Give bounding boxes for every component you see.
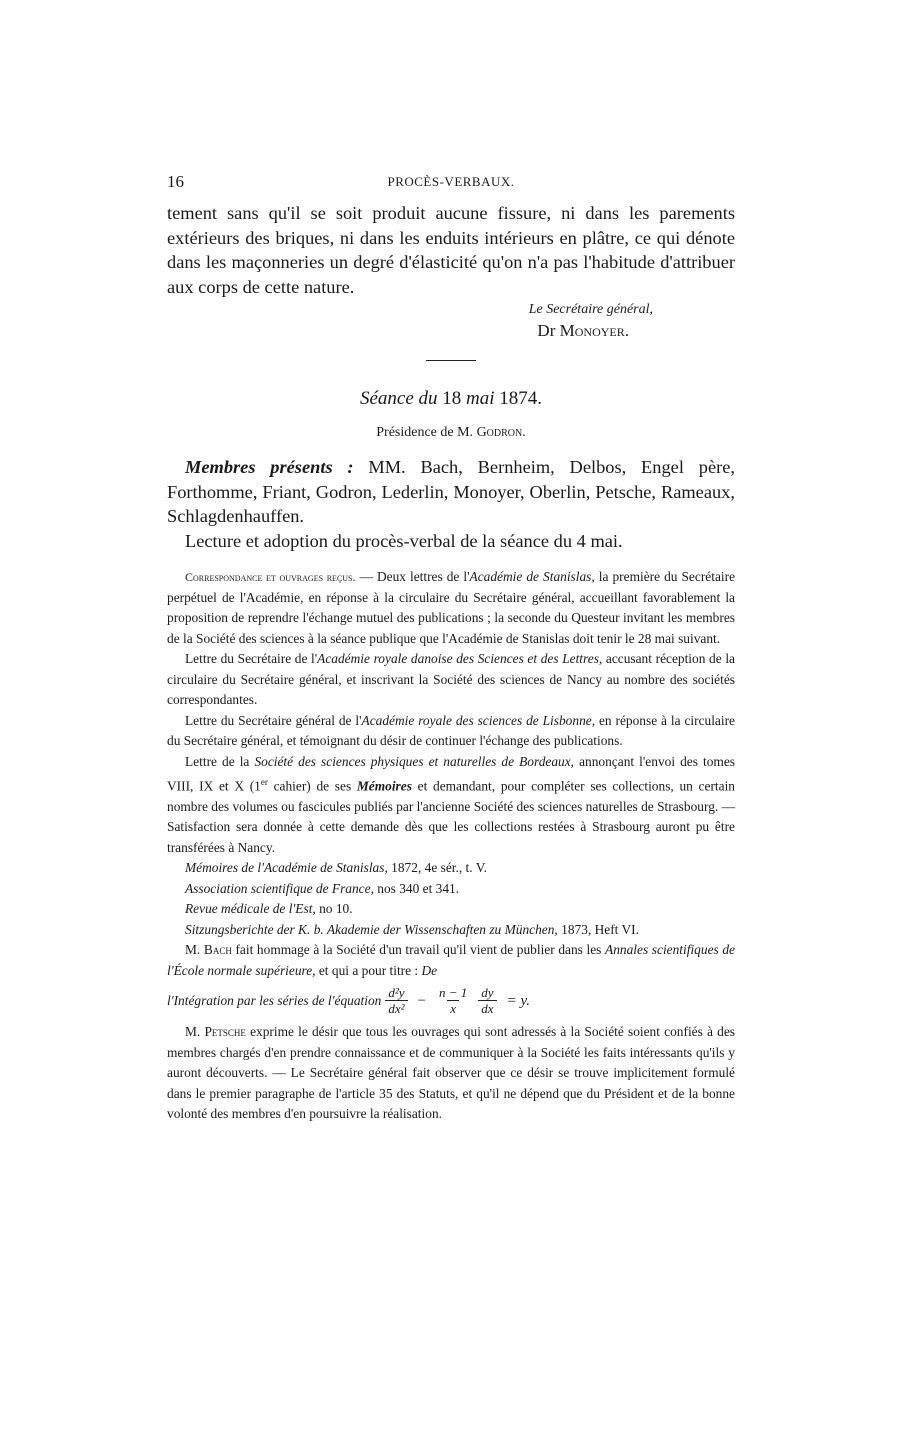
lettre-lisbonne — [167, 711, 735, 752]
bach-paragraph — [167, 940, 735, 981]
fraction-num: d²y — [388, 985, 405, 1001]
ouvrage-detail: 1872, 4e sér., t. V. — [387, 860, 488, 876]
lecture-adoption: Lecture et adoption du procès-verbal de la séance du 4 mai. — [185, 530, 623, 551]
petsche-name: M. Petsche — [185, 1024, 246, 1040]
seance-day: 18 — [442, 388, 462, 409]
fraction-n-1-x — [436, 985, 470, 1016]
fraction-dy-dx — [478, 985, 496, 1016]
bach-de: De — [421, 962, 438, 978]
seance-year: 1874. — [499, 388, 543, 409]
petsche-text: exprime le désir que tous les ouvrages qui sont adressés à la Société soient confiés à des membres chargés d'en prendre connaissance et de communiquer à la Société les faits intéressants qu'ils y auront découverts. — Le Secrétaire général fait observer que ce désir se trouve implicitement formulé dans le premier paragraphe de l'article 35 des Statuts, et qu'il ne dépend que du Président et de la bonne volonté des membres d'en poursuivre la réalisation. — [167, 1024, 735, 1122]
lettre-bordeaux-d: et demandant, pour compléter ses collections, un certain nombre des volumes ou fascicules publiés par l'ancienne Société des sciences naturelles de Strasbourg. — Satisfaction sera donnée à cette demande dès que les collections restées à Strasbourg auront pu être transférées à Nancy. — [167, 778, 735, 855]
lettre-lisbonne-a: Lettre du Secrétaire général de l' — [185, 712, 362, 728]
fraction-den: dx — [478, 1000, 496, 1016]
petsche-paragraph — [167, 1022, 735, 1125]
lettre-danoise-a: Lettre du Secrétaire de l' — [185, 651, 318, 666]
equation-line — [167, 985, 735, 1016]
membres-list: MM. Bach, Bernheim, Delbos, Engel père, Forthomme, Friant, Godron, Lederlin, Monoyer, Oberlin, Petsche, Rameaux, Schlagdenhauffen. — [167, 457, 735, 526]
bach-name: M. Bach — [185, 942, 232, 958]
ouvrage-item — [167, 879, 735, 900]
page-number: 16 — [167, 172, 184, 191]
correspondance-paragraph — [167, 567, 735, 649]
ouvrage-item — [167, 858, 735, 879]
presidence — [167, 423, 735, 443]
lettre-danoise-b: accusant réception de la circulaire du Secrétaire général, et inscrivant la Société des sciences de Nancy au nombre des sociétés correspondantes. — [167, 651, 735, 707]
correspondance-label: Correspondance et ouvrages reçus. — [185, 570, 356, 584]
membres-label: Membres présents : — [185, 457, 354, 477]
lettre-bordeaux — [167, 752, 735, 859]
bach-text-b: et qui a pour titre : — [315, 962, 422, 978]
bach-text-a: fait hommage à la Société d'un travail qu'il vient de publier dans les — [231, 942, 606, 958]
correspondance-text-b: la première du Secrétaire perpétuel de l'Académie, en réponse à la circulaire du Secrétaire général, accueillant favorablement la proposition de reprendre l'échange mutuel des publications ; la seconde du Questeur invitant les membres de la Société des sciences à la séance publique que l'Académie de Stanislas doit tenir le 28 mai suivant. — [167, 569, 736, 646]
lettre-bordeaux-sup: er — [260, 777, 268, 787]
seance-month: mai — [466, 388, 495, 409]
ouvrage-title: Revue médicale de l'Est, — [185, 901, 316, 917]
lettre-bordeaux-it: Société des sciences physiques et naturelles de Bordeaux, — [254, 753, 575, 769]
equation-lead: l'Intégration par les séries de l'équation — [167, 992, 382, 1008]
lettre-bordeaux-b: annonçant l'envoi des tomes VIII, IX et X (1 — [167, 753, 735, 794]
fraction-d2y-dx2 — [385, 985, 407, 1016]
lettre-danoise — [167, 649, 735, 711]
academie-stanislas: Académie de Stanislas, — [469, 569, 595, 584]
ouvrage-title: Mémoires de l'Académie de Stanislas, — [185, 860, 388, 876]
ouvrage-detail: no 10. — [315, 901, 353, 917]
fraction-num: n − 1 — [439, 985, 468, 1001]
fraction-num: dy — [481, 985, 494, 1001]
ouvrage-detail: nos 340 et 341. — [373, 880, 460, 896]
opening-paragraph: tement sans qu'il se soit produit aucune fissure, ni dans les parements extérieurs des briques, ni dans les enduits intérieurs en plâtre, ce qui dénote dans les maçonneries un degré d'élasticité qu'on n'a pas l'habitude d'attribuer aux corps de cette nature. — [167, 203, 735, 297]
lettre-bordeaux-memoires: Mémoires — [356, 778, 412, 794]
lettre-danoise-it: Académie royale danoise des Sciences et des Lettres, — [317, 651, 603, 666]
ouvrage-title: Sitzungsberichte der K. b. Akademie der Wissenschaften zu München, — [185, 921, 558, 937]
signature-surname: Monoyer. — [559, 321, 629, 340]
ouvrage-item — [167, 920, 735, 941]
ouvrage-title: Association scientifique de France, — [185, 880, 374, 896]
lettre-bordeaux-c: cahier) de ses — [267, 778, 357, 794]
page-header — [167, 172, 735, 194]
bach-annales: Annales scientifiques de l'École normale supérieure, — [167, 942, 735, 978]
presidence-label: Présidence de M. — [376, 425, 474, 440]
president-name: Godron. — [476, 425, 526, 440]
ouvrage-item — [167, 899, 735, 920]
correspondance-text-a: — Deux lettres de l' — [355, 569, 470, 584]
equals-y: = y. — [506, 992, 531, 1009]
section-divider — [426, 360, 476, 361]
fraction-den: x — [447, 1000, 459, 1016]
signature-role: Le Secrétaire général, — [528, 302, 653, 317]
seance-title — [167, 387, 735, 411]
running-head: PROCÈS-VERBAUX. — [387, 174, 515, 189]
seance-title-a: Séance du — [359, 388, 438, 409]
minus-sign: − — [417, 992, 427, 1009]
fraction-den: dx² — [385, 1000, 407, 1016]
membres-presents — [167, 455, 735, 529]
ouvrage-detail: 1873, Heft VI. — [557, 921, 639, 937]
signature-prefix: Dr — [537, 321, 556, 340]
lettre-bordeaux-a: Lettre de la — [185, 753, 255, 769]
lettre-lisbonne-it: Académie royale des sciences de Lisbonne, — [361, 712, 596, 728]
signature-name — [167, 320, 735, 342]
lettre-lisbonne-b: en réponse à la circulaire du Secrétaire général, et témoignant du désir de continuer l'échange des publications. — [167, 712, 735, 748]
page-body — [167, 201, 735, 1125]
